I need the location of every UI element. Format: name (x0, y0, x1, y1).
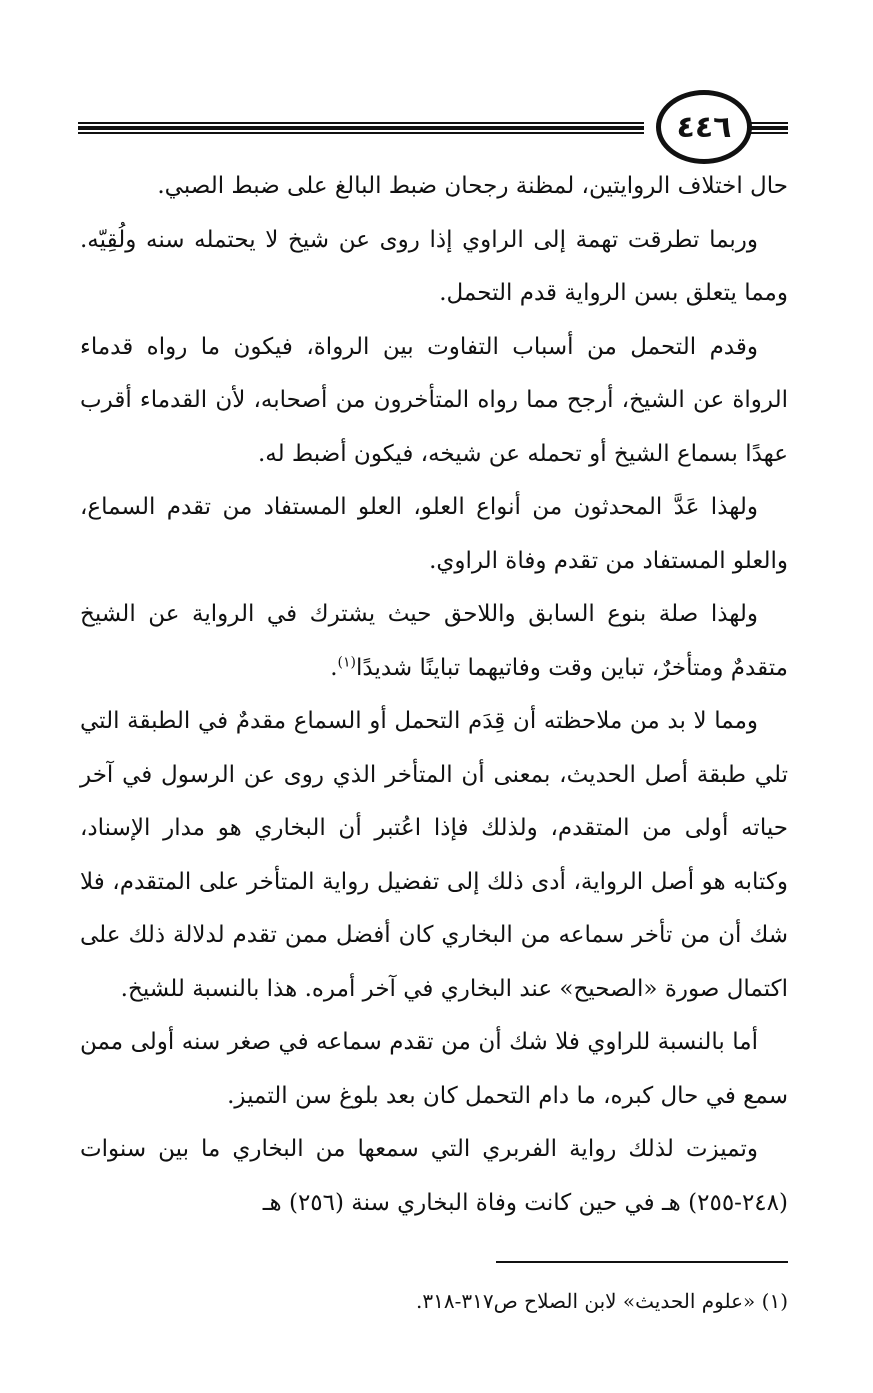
page-header (78, 90, 788, 166)
footnote-text: (١) «علوم الحديث» لابن الصلاح ص٣١٧-٣١٨. (416, 1289, 788, 1313)
paragraph (80, 321, 788, 482)
paragraph (80, 160, 788, 214)
main-text (80, 160, 788, 1230)
page-number: ٤٤٦ (676, 109, 732, 145)
paragraph-text: وتميزت لذلك رواية الفربري التي سمعها من البخاري ما بين سنوات (٢٤٨-٢٥٥) هـ في حين كانت وفاة البخاري سنة (٢٥٦) هـ (80, 1136, 788, 1216)
paragraph (80, 1123, 788, 1230)
page-number-badge (656, 90, 752, 164)
paragraph-text: أما بالنسبة للراوي فلا شك أن من تقدم سماعه في صغر سنه أولى ممن سمع في حال كبره، ما دام التحمل كان بعد بلوغ سن التميز. (80, 1029, 788, 1109)
header-rule-end (746, 122, 788, 134)
paragraph (80, 588, 788, 695)
paragraph-text: وقدم التحمل من أسباب التفاوت بين الرواة، فيكون ما رواه قدماء الرواة عن الشيخ، أرجح مما رواه المتأخرون من أصحابه، لأن القدماء أقرب عهدًا بسماع الشيخ أو تحمله عن شيخه، فيكون أضبط له. (80, 333, 788, 467)
paragraph-text: ولهذا صلة بنوع السابق واللاحق حيث يشترك في الرواية عن الشيخ متقدمٌ ومتأخرٌ، تباين وقت وفاتيهما تباينًا شديدًا (80, 601, 788, 681)
paragraph (80, 214, 788, 321)
header-rule (78, 122, 644, 134)
paragraph (80, 481, 788, 588)
footnote-reference[interactable]: (١) (337, 653, 356, 670)
footnote (80, 1284, 788, 1318)
paragraph-text: وربما تطرقت تهمة إلى الراوي إذا روى عن شيخ لا يحتمله سنه ولُقِيّه. ومما يتعلق بسن الرواية قدم التحمل. (80, 226, 788, 306)
paragraph (80, 1016, 788, 1123)
paragraph (80, 695, 788, 1016)
footnote-separator (496, 1261, 788, 1263)
paragraph-text: ومما لا بد من ملاحظته أن قِدَم التحمل أو السماع مقدمٌ في الطبقة التي تلي طبقة أصل الحديث، بمعنى أن المتأخر الذي روى عن الرسول في آخر حياته أولى من المتقدم، ولذلك فإذا اعُتبر أن البخاري هو مدار الإسناد، وكتابه هو أصل الرواية، أدى ذلك إلى تفضيل رواية المتأخر على المتقدم، فلا شك أن من تأخر سماعه من البخاري كان أفضل ممن تقدم لدلالة ذلك على اكتمال صورة «الصحيح» عند البخاري في آخر أمره. هذا بالنسبة للشيخ. (80, 708, 788, 1002)
paragraph-text: حال اختلاف الروايتين، لمظنة رجحان ضبط البالغ على ضبط الصبي. (157, 173, 788, 199)
paragraph-punctuation: . (330, 654, 338, 681)
paragraph-text: ولهذا عَدَّ المحدثون من أنواع العلو، العلو المستفاد من تقدم السماع، والعلو المستفاد من تقدم وفاة الراوي. (80, 494, 788, 574)
